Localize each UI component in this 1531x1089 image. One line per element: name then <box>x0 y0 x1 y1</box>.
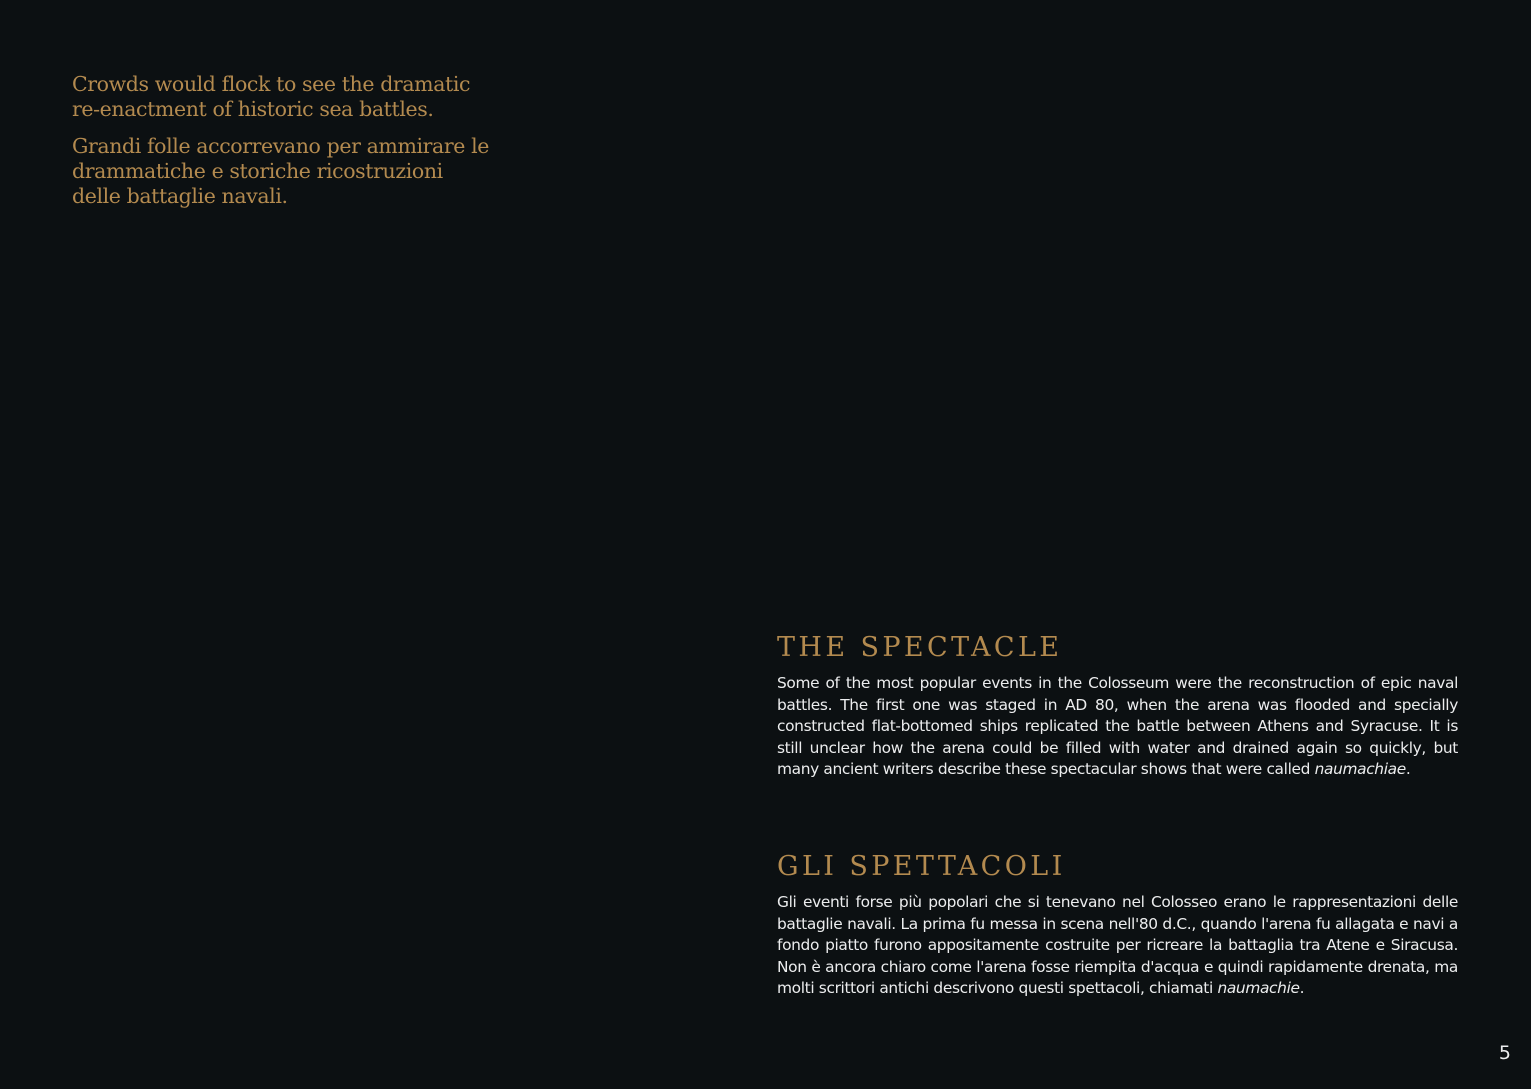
body-text-end: . <box>1405 760 1411 779</box>
section-heading-italian: GLI SPETTACOLI <box>777 851 1066 882</box>
section-gli-spettacoli <box>777 850 1458 1000</box>
section-body-italian <box>777 892 1458 1000</box>
body-italic-term: naumachie <box>1217 979 1300 998</box>
section-heading-english: THE SPECTACLE <box>777 632 1063 663</box>
page-number: 5 <box>1498 1042 1511 1064</box>
caption-italian: Grandi folle accorrevano per ammirare le drammatiche e storiche ricostruzioni delle battaglie navali. <box>72 134 489 208</box>
section-the-spectacle <box>777 631 1458 781</box>
body-text: Some of the most popular events in the Colosseum were the reconstruction of epic naval battles. The first one was staged in AD 80, when the arena was flooded and specially constructed flat-bottomed ships replicated the battle between Athens and Syracuse. It is still unclear how the arena could be filled with water and drained again so quickly, but many ancient writers describe these spectacular shows that were called <box>777 674 1458 779</box>
body-text: Gli eventi forse più popolari che si tenevano nel Colosseo erano le rappresentazioni delle battaglie navali. La prima fu messa in scena nell'80 d.C., quando l'arena fu allagata e navi a fondo piatto furono appositamente costruite per ricreare la battaglia tra Atene e Siracusa. Non è ancora chiaro come l'arena fosse riempita d'acqua e quindi rapidamente drenata, ma molti scrittori antichi descrivono questi spettacoli, chiamati <box>777 893 1458 998</box>
caption-english: Crowds would flock to see the dramatic re-enactment of historic sea battles. <box>72 72 471 121</box>
body-text-end: . <box>1299 979 1305 998</box>
body-italic-term: naumachiae <box>1314 760 1406 779</box>
image-caption <box>72 72 492 221</box>
section-body-english <box>777 673 1458 781</box>
